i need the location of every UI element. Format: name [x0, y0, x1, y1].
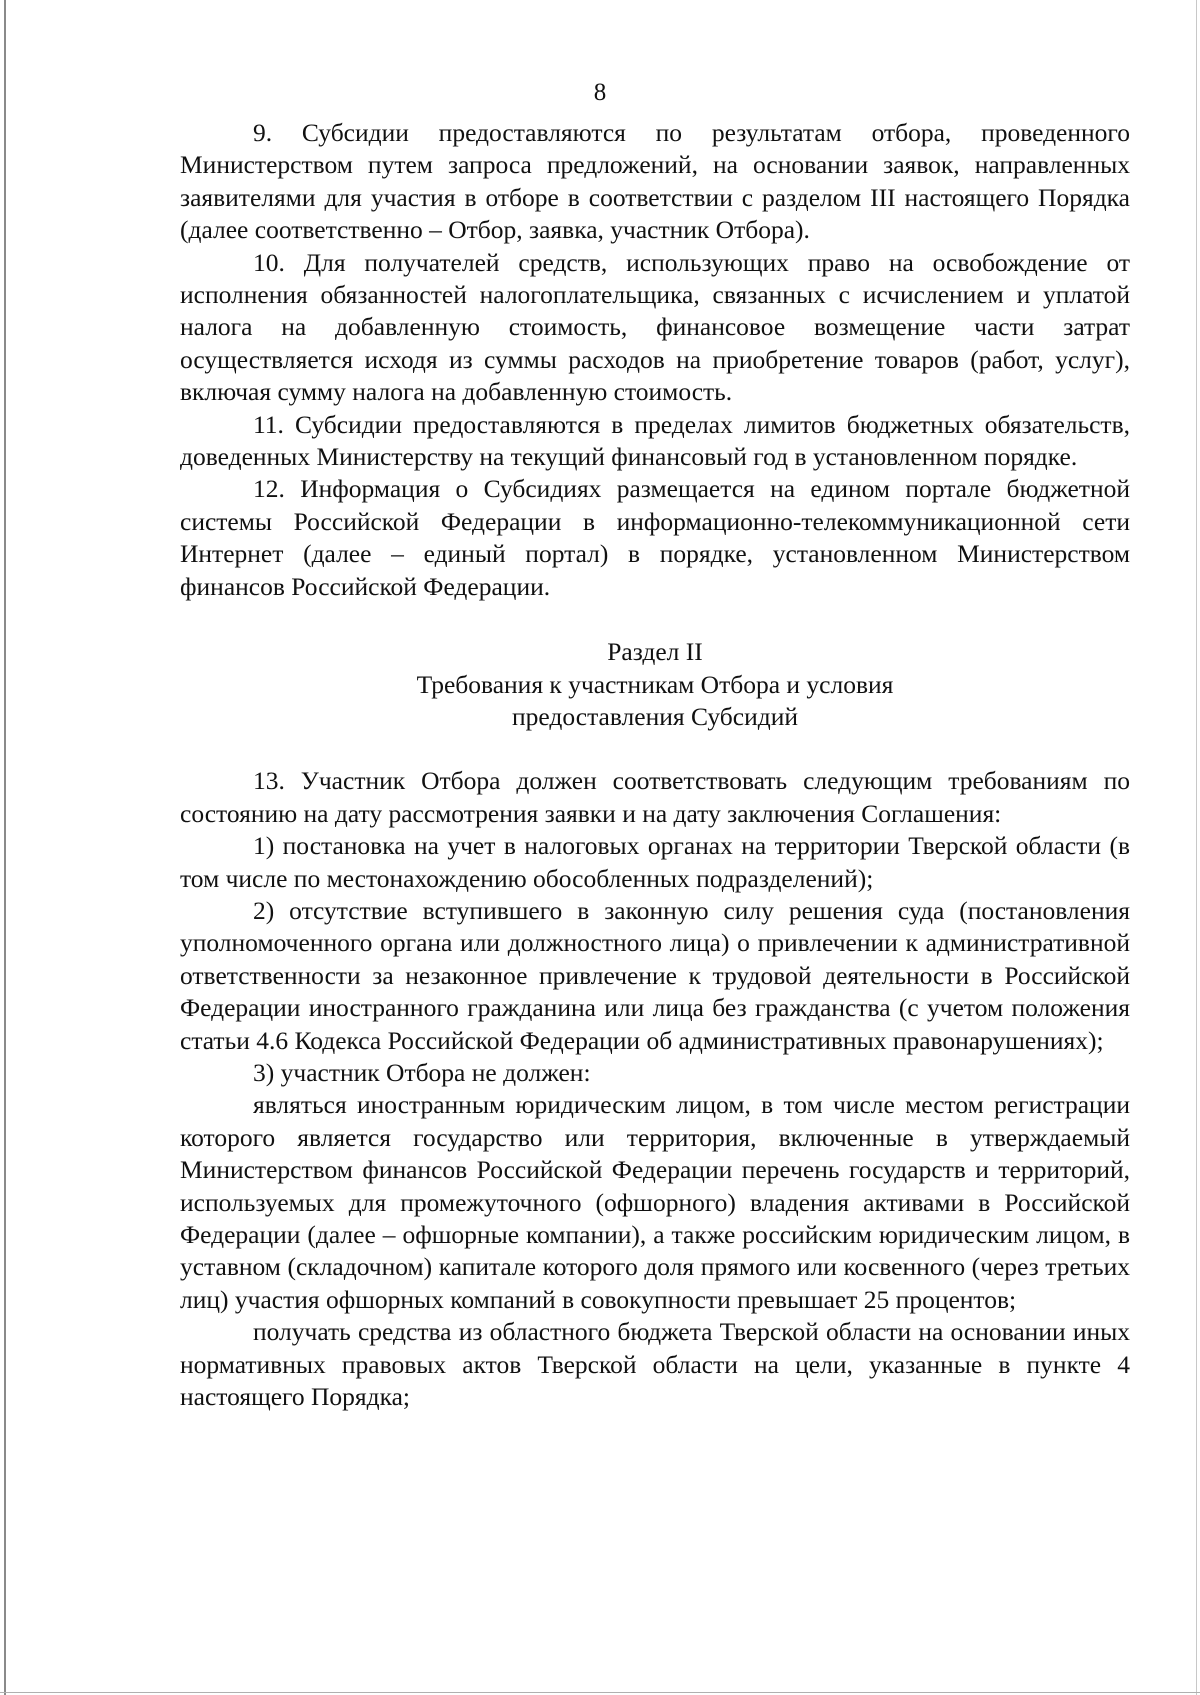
- section-heading: [180, 636, 1130, 733]
- scan-edge-bottom: [0, 1692, 1200, 1693]
- paragraph-13: 13. Участник Отбора должен соответствовать следующим требованиям по состоянию на дату рассмотрения заявки и на дату заключения Соглашения:: [180, 766, 1130, 828]
- section-number: Раздел II: [607, 637, 703, 667]
- scan-edge-left: [4, 0, 6, 1695]
- page-number: 8: [593, 79, 607, 106]
- paragraph-13-item-3-offshore: являться иностранным юридическим лицом, в том числе местом регистрации которого является государство или территория, включенные в утверждаемый Министерством финансов Российской Федерации перечень государств и территорий, используемых для промежуточного (офшорного) владения активами в Российской Федерации (далее – офшорные компании), а также российским юридическим лицом, в уставном (складочном) капитале которого доля прямого или косвенного (через третьих лиц) участия офшорных компаний в совокупности превышает 25 процентов;: [180, 1090, 1130, 1314]
- paragraph-11: 11. Субсидии предоставляются в пределах лимитов бюджетных обязательств, доведенных Министерству на текущий финансовый год в установленном порядке.: [180, 409, 1130, 472]
- paragraph-13-item-1: 1) постановка на учет в налоговых органах на территории Тверской области (в том числе по местонахождению обособленных подразделений);: [180, 831, 1130, 893]
- paragraph-9: 9. Субсидии предоставляются по результатам отбора, проведенного Министерством путем запроса предложений, на основании заявок, направленных заявителями для участия в отборе в соответствии с разделом III настоящего Порядка (далее соответственно – Отбор, заявка, участник Отбора).: [180, 118, 1130, 245]
- section-title-line-2: предоставления Субсидий: [512, 701, 798, 731]
- paragraph-12: 12. Информация о Субсидиях размещается на едином портале бюджетной системы Российской Федерации в информационно-телекоммуникационной сети Интернет (далее – единый портал) в порядке, установленном Министерством финансов Российской Федерации.: [180, 474, 1130, 601]
- paragraph-10: 10. Для получателей средств, использующих право на освобождение от исполнения обязанностей налогоплательщика, связанных с исчислением и уплатой налога на добавленную стоимость, финансовое возмещение части затрат осуществляется исходя из суммы расходов на приобретение товаров (работ, услуг), включая сумму налога на добавленную стоимость.: [180, 247, 1130, 407]
- paragraph-13-item-2: 2) отсутствие вступившего в законную силу решения суда (постановления уполномоченного органа или должностного лица) о привлечении к административной ответственности за незаконное привлечение к трудовой деятельности в Российской Федерации иностранного гражданина или лица без гражданства (с учетом положения статьи 4.6 Кодекса Российской Федерации об административных правонарушениях);: [180, 895, 1130, 1055]
- section-title-line-1: Требования к участникам Отбора и условия: [416, 669, 894, 699]
- paragraph-13-item-3: 3) участник Отбора не должен:: [253, 1057, 591, 1087]
- document-body: [180, 117, 1130, 1413]
- paragraph-13-item-3-funds: получать средства из областного бюджета Тверской области на основании иных нормативных правовых актов Тверской области на цели, указанные в пункте 4 настоящего Порядка;: [180, 1317, 1130, 1412]
- scan-edge-right: [1196, 0, 1197, 1695]
